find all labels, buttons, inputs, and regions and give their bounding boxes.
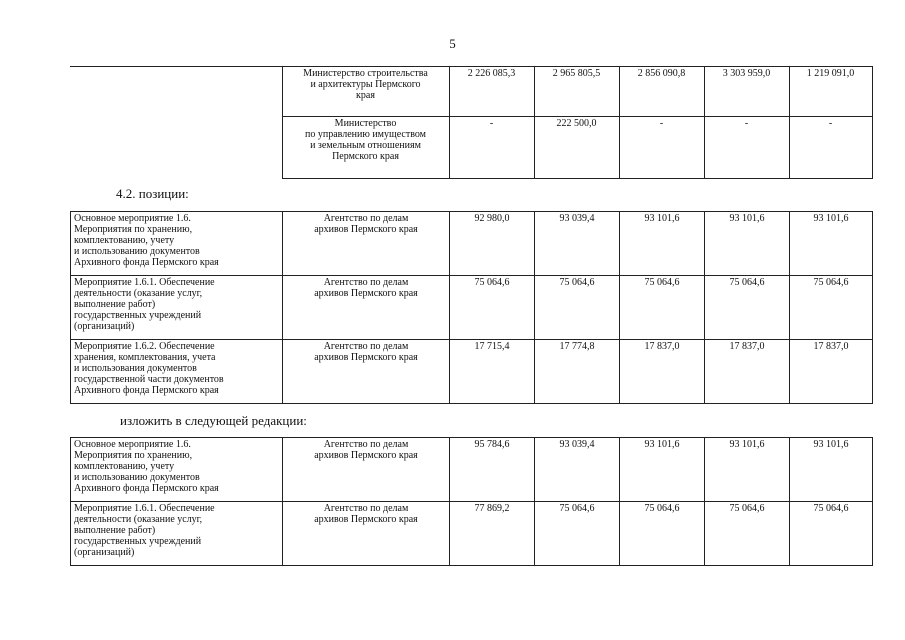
empty-cell <box>70 67 282 179</box>
org-cell: Агентство по делам архивов Пермского края <box>283 438 450 502</box>
table-row <box>71 438 873 502</box>
value-cell: 2 856 090,8 <box>619 67 704 117</box>
measure-name-cell: Мероприятие 1.6.1. Обеспечение деятельности (оказание услуг, выполнение работ) государственных учреждений (организаций) <box>71 502 283 566</box>
value-cell: 2 965 805,5 <box>534 67 619 117</box>
page-number: 5 <box>449 36 456 51</box>
value-cell: 93 101,6 <box>620 212 705 276</box>
value-cell: 93 101,6 <box>705 212 790 276</box>
value-cell: 17 715,4 <box>450 340 535 404</box>
value-cell: 93 101,6 <box>790 438 873 502</box>
value-cell: 75 064,6 <box>535 502 620 566</box>
table-row <box>70 67 872 117</box>
value-cell: 1 219 091,0 <box>789 67 872 117</box>
value-cell: 93 039,4 <box>535 212 620 276</box>
table-row <box>71 502 873 566</box>
value-cell: 75 064,6 <box>535 276 620 340</box>
value-cell: 75 064,6 <box>620 276 705 340</box>
section-heading-new: изложить в следующей редакции: <box>120 413 307 428</box>
value-cell: - <box>704 117 789 179</box>
org-cell: Агентство по делам архивов Пермского края <box>283 502 450 566</box>
value-cell: 75 064,6 <box>450 276 535 340</box>
table-row <box>71 212 873 276</box>
value-cell: - <box>619 117 704 179</box>
value-cell: 75 064,6 <box>620 502 705 566</box>
value-cell: 2 226 085,3 <box>449 67 534 117</box>
value-cell: 95 784,6 <box>450 438 535 502</box>
value-cell: 75 064,6 <box>790 502 873 566</box>
table-row <box>71 340 873 404</box>
value-cell: 17 837,0 <box>790 340 873 404</box>
top-table <box>70 66 873 179</box>
measure-name-cell: Основное мероприятие 1.6. Мероприятия по хранению, комплектованию, учету и использованию документов Архивного фонда Пермского края <box>71 438 283 502</box>
value-cell: 92 980,0 <box>450 212 535 276</box>
org-cell: Агентство по делам архивов Пермского края <box>283 212 450 276</box>
value-cell: 93 039,4 <box>535 438 620 502</box>
value-cell: 17 837,0 <box>620 340 705 404</box>
org-cell: Министерство строительства и архитектуры Пермского края <box>282 67 449 117</box>
measure-name-cell: Мероприятие 1.6.1. Обеспечение деятельности (оказание услуг, выполнение работ) государственных учреждений (организаций) <box>71 276 283 340</box>
value-cell: 222 500,0 <box>534 117 619 179</box>
value-cell: - <box>449 117 534 179</box>
value-cell: 75 064,6 <box>705 276 790 340</box>
measure-name-cell: Основное мероприятие 1.6. Мероприятия по хранению, комплектованию, учету и использованию документов Архивного фонда Пермского края <box>71 212 283 276</box>
value-cell: 17 837,0 <box>705 340 790 404</box>
org-cell: Агентство по делам архивов Пермского края <box>283 276 450 340</box>
org-cell: Министерство по управлению имуществом и земельным отношениям Пермского края <box>282 117 449 179</box>
org-cell: Агентство по делам архивов Пермского края <box>283 340 450 404</box>
value-cell: 93 101,6 <box>790 212 873 276</box>
new-edition-table <box>70 437 873 566</box>
value-cell: 77 869,2 <box>450 502 535 566</box>
value-cell: 93 101,6 <box>620 438 705 502</box>
value-cell: 17 774,8 <box>535 340 620 404</box>
positions-table <box>70 211 873 404</box>
table-row <box>71 276 873 340</box>
measure-name-cell: Мероприятие 1.6.2. Обеспечение хранения, комплектования, учета и использования документов государственной части документов Архивного фонда Пермского края <box>71 340 283 404</box>
value-cell: 93 101,6 <box>705 438 790 502</box>
section-heading-positions: 4.2. позиции: <box>116 186 189 201</box>
value-cell: - <box>789 117 872 179</box>
value-cell: 75 064,6 <box>705 502 790 566</box>
value-cell: 3 303 959,0 <box>704 67 789 117</box>
value-cell: 75 064,6 <box>790 276 873 340</box>
